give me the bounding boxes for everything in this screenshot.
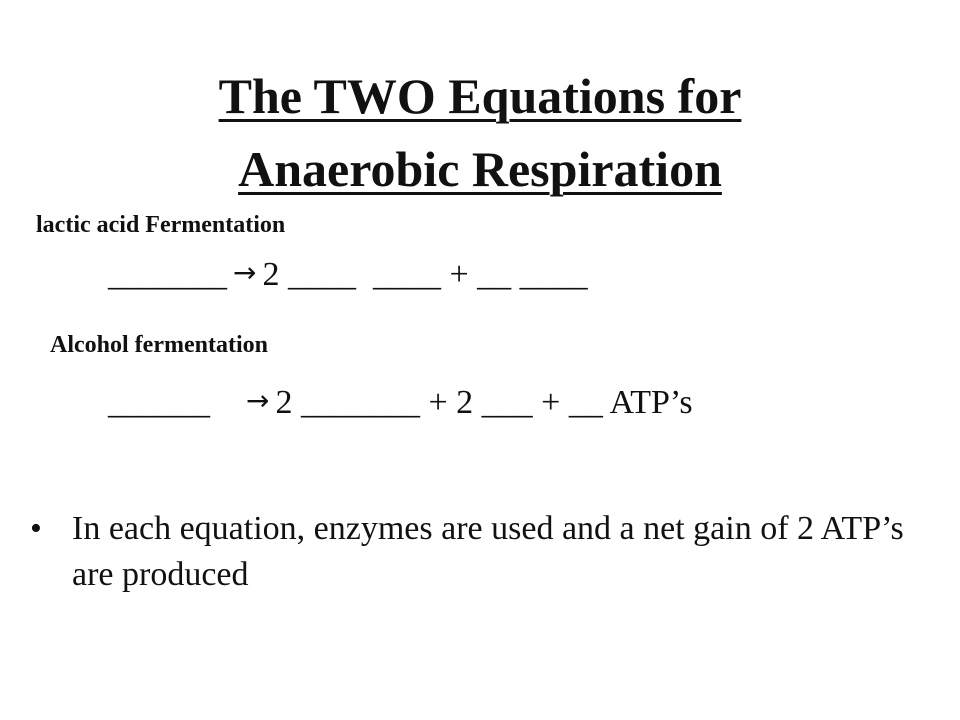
lactic-fermentation-label: lactic acid Fermentation <box>36 212 286 238</box>
slide-title <box>80 60 880 206</box>
alcohol-fermentation-label: Alcohol fermentation <box>50 332 268 358</box>
lactic-reactant-blank: _______ <box>108 256 227 293</box>
alcohol-fermentation-equation <box>108 384 693 422</box>
bullet-text: In each equation, enzymes are used and a net gain of 2 ATP’s are produced <box>72 510 904 593</box>
alcohol-reactant-blank: ______ <box>108 384 210 421</box>
lactic-products: 2 ____ ____ + __ ____ <box>262 256 588 293</box>
alcohol-products: 2 _______ + 2 ___ + __ ATP’s <box>275 384 693 421</box>
bullet-icon: • <box>30 510 42 547</box>
slide-title-line-1: The TWO Equations for <box>218 68 742 124</box>
slide-title-line-2: Anaerobic Respiration <box>238 141 722 197</box>
reaction-arrow-icon: → <box>246 384 270 417</box>
bullet-list-item <box>30 506 910 598</box>
reaction-arrow-icon: → <box>233 256 257 289</box>
lactic-fermentation-equation <box>108 256 588 294</box>
